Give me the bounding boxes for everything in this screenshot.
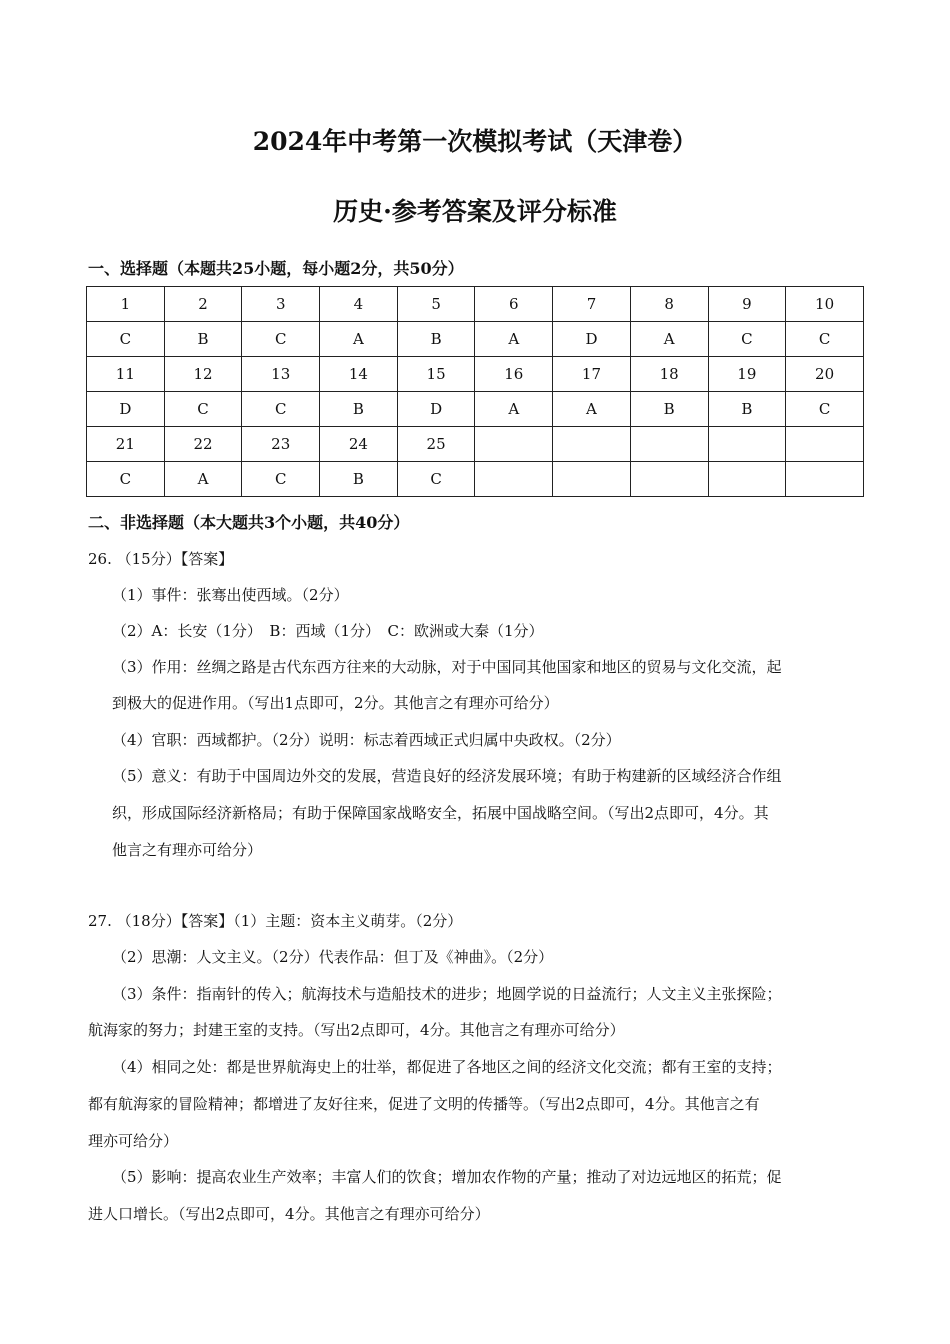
- question-number-cell: 9: [708, 287, 786, 322]
- q26-part4: （4）官职：西域都护。（2分）说明：标志着西域正式归属中央政权。（2分）: [112, 731, 621, 749]
- question-number-cell: 25: [397, 427, 475, 462]
- q27-part4-line2: 都有航海家的冒险精神；都增进了友好往来，促进了文明的传播等。（写出2点即可，4分。其他言之有: [88, 1095, 760, 1113]
- q26-part1: （1）事件：张骞出使西域。（2分）: [112, 586, 349, 604]
- question-number-cell: 14: [320, 357, 398, 392]
- question-number-cell: 19: [708, 357, 786, 392]
- answer-cell: C: [164, 392, 242, 427]
- question-number-cell: 7: [553, 287, 631, 322]
- answer-cell: B: [708, 392, 786, 427]
- q26-part5-line3: 他言之有理亦可给分）: [112, 841, 263, 859]
- q27-part4-line3: 理亦可给分）: [88, 1132, 179, 1150]
- question-number-cell: 6: [475, 287, 553, 322]
- question-number-cell: [553, 427, 631, 462]
- q27-part5-line1: （5）影响：提高农业生产效率；丰富人们的饮食；增加农作物的产量；推动了对边远地区的拓荒；促: [112, 1168, 782, 1186]
- question-number-cell: 12: [164, 357, 242, 392]
- q27-part3-line2: 航海家的努力；封建王室的支持。（写出2点即可，4分。其他言之有理亦可给分）: [88, 1021, 625, 1039]
- question-number-cell: 24: [320, 427, 398, 462]
- answer-cell: B: [397, 322, 475, 357]
- q26-part3-line1: （3）作用：丝绸之路是古代东西方往来的大动脉，对于中国同其他国家和地区的贸易与文化交流，起: [112, 658, 782, 676]
- answer-cell: C: [397, 462, 475, 497]
- answer-cell: D: [553, 322, 631, 357]
- answer-cell: C: [87, 322, 165, 357]
- table-row: [87, 427, 864, 462]
- section2-heading: 二、非选择题（本大题共3个小题，共40分）: [88, 513, 410, 532]
- q26-part5-line2: 织，形成国际经济新格局；有助于保障国家战略安全，拓展中国战略空间。（写出2点即可，4分。其: [112, 804, 769, 822]
- question-number-cell: 22: [164, 427, 242, 462]
- answer-cell: C: [786, 322, 864, 357]
- answer-cell: C: [708, 322, 786, 357]
- answer-cell: C: [242, 462, 320, 497]
- answer-cell: C: [87, 462, 165, 497]
- answer-table: [86, 286, 864, 497]
- q26-part3-line2: 到极大的促进作用。（写出1点即可，2分。其他言之有理亦可给分）: [112, 694, 559, 712]
- section1-heading: 一、选择题（本题共25小题，每小题2分，共50分）: [88, 259, 464, 278]
- answer-cell: B: [320, 462, 398, 497]
- question-number-cell: 13: [242, 357, 320, 392]
- answer-cell: [630, 462, 708, 497]
- question-number-cell: 20: [786, 357, 864, 392]
- q27-part4-line1: （4）相同之处：都是世界航海史上的壮举，都促进了各地区之间的经济文化交流；都有王室的支持；: [112, 1058, 782, 1076]
- answer-cell: A: [475, 322, 553, 357]
- answer-cell: A: [320, 322, 398, 357]
- question-number-cell: 5: [397, 287, 475, 322]
- q26-part5-line1: （5）意义：有助于中国周边外交的发展，营造良好的经济发展环境；有助于构建新的区域经济合作组: [112, 767, 782, 785]
- question-number-cell: 4: [320, 287, 398, 322]
- answer-cell: C: [786, 392, 864, 427]
- question-number-cell: 21: [87, 427, 165, 462]
- question-number-cell: 2: [164, 287, 242, 322]
- q26-heading: 26. （15分）【答案】: [88, 550, 234, 568]
- answer-cell: B: [630, 392, 708, 427]
- answer-cell: [475, 462, 553, 497]
- answer-cell: C: [242, 322, 320, 357]
- table-row: [87, 357, 864, 392]
- answer-cell: A: [164, 462, 242, 497]
- answer-cell: [553, 462, 631, 497]
- question-number-cell: [786, 427, 864, 462]
- answer-cell: B: [320, 392, 398, 427]
- answer-cell: D: [87, 392, 165, 427]
- question-number-cell: 18: [630, 357, 708, 392]
- q27-part2: （2）思潮：人文主义。（2分）代表作品：但丁及《神曲》。（2分）: [112, 948, 554, 966]
- table-row: [87, 322, 864, 357]
- q27-heading: 27. （18分）【答案】（1）主题：资本主义萌芽。（2分）: [88, 912, 463, 930]
- question-number-cell: [475, 427, 553, 462]
- table-row: [87, 287, 864, 322]
- question-number-cell: 10: [786, 287, 864, 322]
- table-row: [87, 392, 864, 427]
- q27-part5-line2: 进人口增长。（写出2点即可，4分。其他言之有理亦可给分）: [88, 1205, 490, 1223]
- exam-subtitle: 历史·参考答案及评分标准: [333, 197, 617, 226]
- question-number-cell: 8: [630, 287, 708, 322]
- question-number-cell: 16: [475, 357, 553, 392]
- answer-cell: [786, 462, 864, 497]
- answer-cell: D: [397, 392, 475, 427]
- q27-part3-line1: （3）条件：指南针的传入；航海技术与造船技术的进步；地圆学说的日益流行；人文主义主张探险；: [112, 985, 782, 1003]
- answer-cell: C: [242, 392, 320, 427]
- answer-cell: A: [475, 392, 553, 427]
- question-number-cell: 11: [87, 357, 165, 392]
- answer-cell: A: [630, 322, 708, 357]
- question-number-cell: [630, 427, 708, 462]
- q26-part2: （2）A：长安（1分） B：西域（1分） C：欧洲或大秦（1分）: [112, 622, 544, 640]
- exam-title: 2024年中考第一次模拟考试（天津卷）: [252, 127, 698, 156]
- question-number-cell: 15: [397, 357, 475, 392]
- answer-cell: A: [553, 392, 631, 427]
- question-number-cell: 17: [553, 357, 631, 392]
- question-number-cell: [708, 427, 786, 462]
- question-number-cell: 23: [242, 427, 320, 462]
- table-row: [87, 462, 864, 497]
- question-number-cell: 3: [242, 287, 320, 322]
- question-number-cell: 1: [87, 287, 165, 322]
- answer-cell: B: [164, 322, 242, 357]
- answer-cell: [708, 462, 786, 497]
